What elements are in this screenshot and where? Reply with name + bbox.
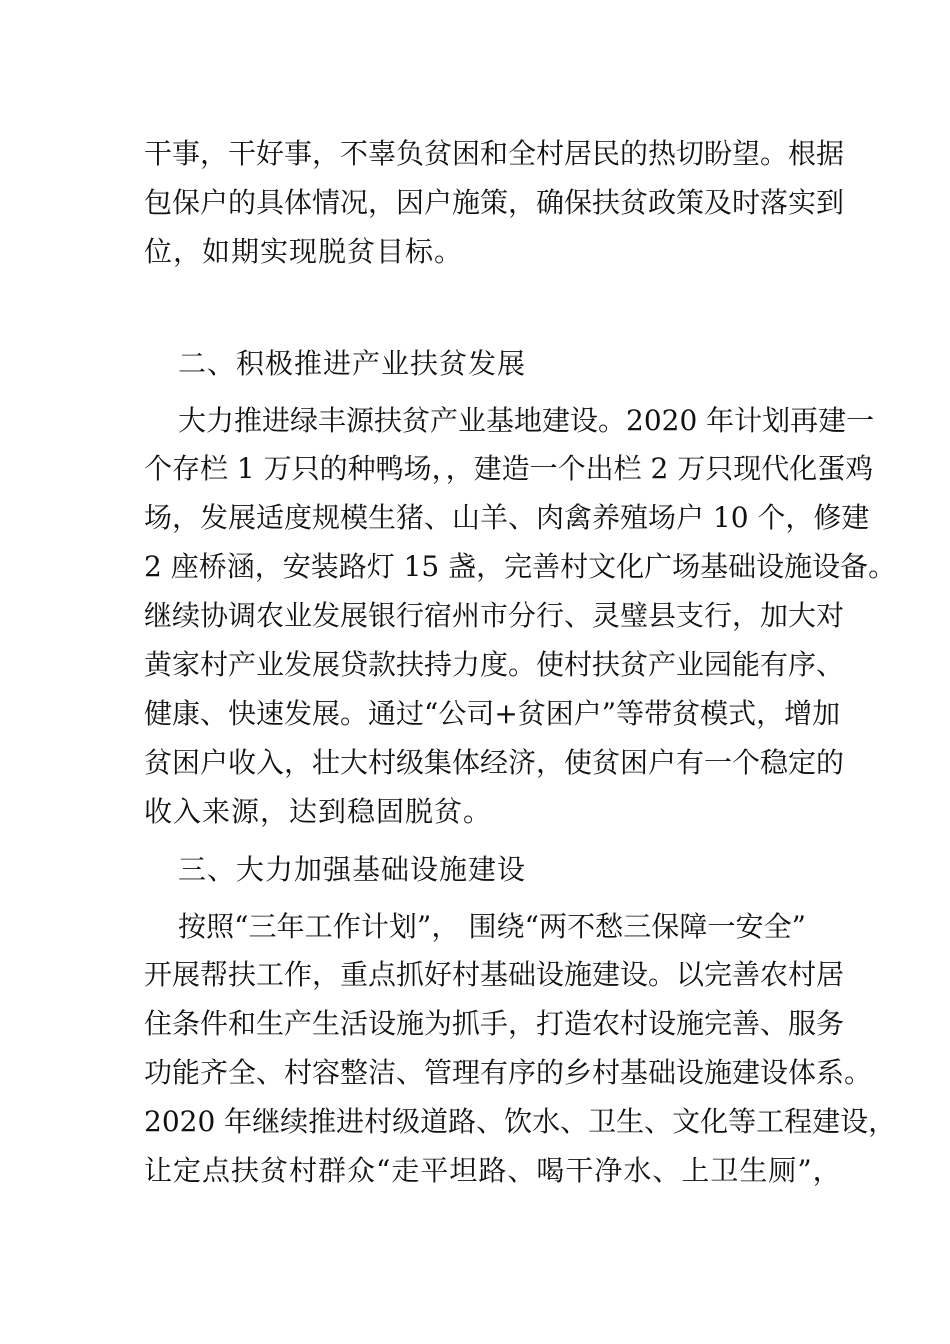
paragraph-1-line-3: 位，如期实现脱贫目标。 [144,235,464,268]
paragraph-2-line-1: 大力推进绿丰源扶贫产业基地建设。2020 年计划再建一 [178,404,875,437]
paragraph-2-line-9: 收入来源，达到稳固脱贫。 [144,795,493,828]
paragraph-2-line-6: 黄家村产业发展贷款扶持力度。使村扶贫产业园能有序、 [144,648,845,681]
paragraph-1-line-1: 干事，干好事，不辜负贫困和全村居民的热切盼望。根据 [144,137,845,170]
paragraph-3-line-1: 按照“三年工作计划”， 围绕“两不愁三保障一安全” [178,910,806,943]
paragraph-1-line-2: 包保户的具体情况，因户施策，确保扶贫政策及时落实到 [144,186,845,219]
section-heading-3: 三、大力加强基础设施建设 [178,853,527,886]
paragraph-2-line-5: 继续协调农业发展银行宿州市分行、灵璧县支行，加大对 [144,599,845,632]
paragraph-3-line-5: 2020 年继续推进村级道路、饮水、卫生、文化等工程建设， [144,1105,897,1138]
paragraph-2-line-4: 2 座桥涵，安装路灯 15 盏，完善村文化广场基础设施设备。 [144,550,897,583]
paragraph-2-line-8: 贫困户收入，壮大村级集体经济，使贫困户有一个稳定的 [144,746,845,779]
section-heading-2: 二、积极推进产业扶贫发展 [178,347,527,380]
paragraph-3-line-6: 让定点扶贫村群众“走平坦路、喝干净水、上卫生厕”， [144,1154,842,1187]
paragraph-3-line-2: 开展帮扶工作，重点抓好村基础设施建设。以完善农村居 [144,958,845,991]
paragraph-3-line-3: 住条件和生产生活设施为抓手，打造农村设施完善、服务 [144,1007,845,1040]
paragraph-2-line-3: 场，发展适度规模生猪、山羊、肉禽养殖场户 10 个，修建 [144,501,870,534]
paragraph-3-line-4: 功能齐全、村容整洁、管理有序的乡村基础设施建设体系。 [144,1056,873,1089]
paragraph-2-line-2: 个存栏 1 万只的种鸭场，，建造一个出栏 2 万只现代化蛋鸡 [144,452,874,485]
paragraph-2-line-7: 健康、快速发展。通过“公司+贫困户”等带贫模式，增加 [144,697,841,730]
